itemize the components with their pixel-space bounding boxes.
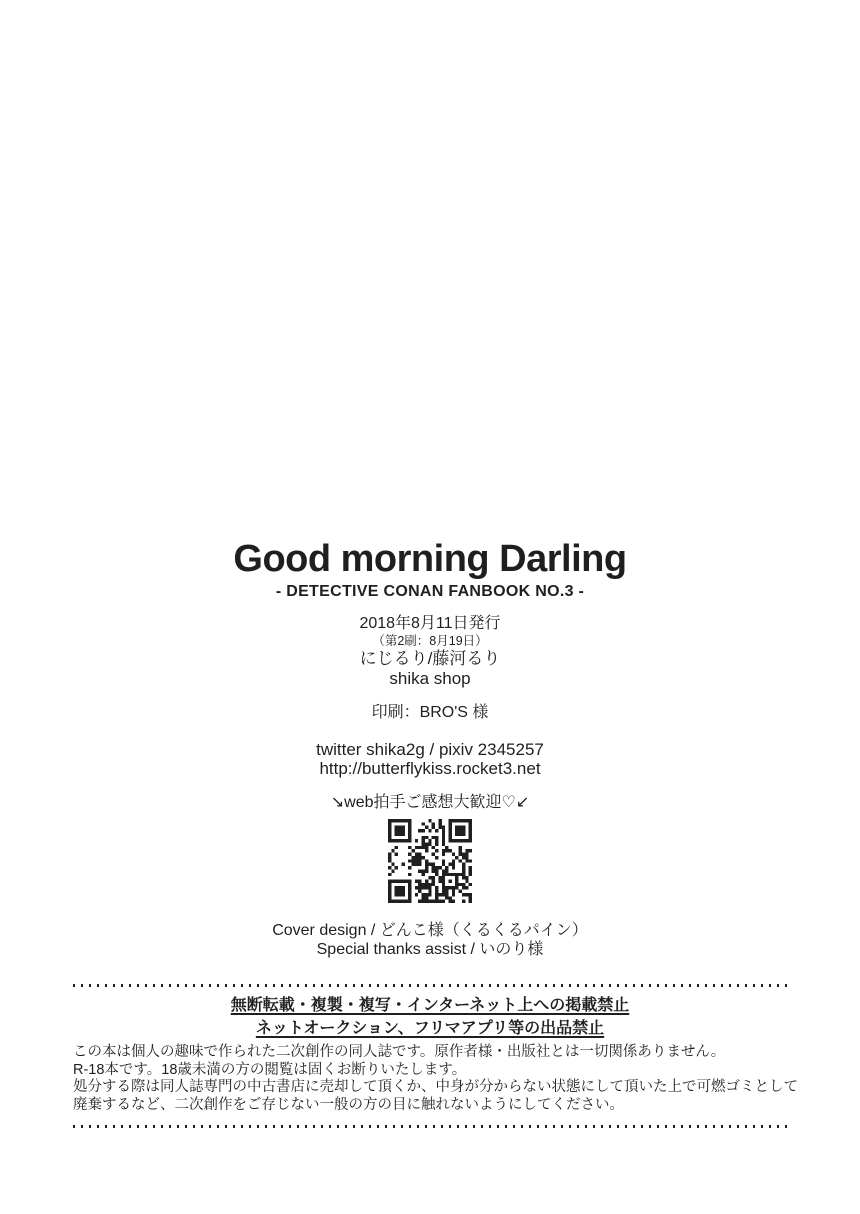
disclaimer-line-2: R-18本です。18歳未満の方の閲覧は固くお断りいたします。 xyxy=(73,1061,467,1078)
prohibition-line-2: ネットオークション、フリマアプリ等の出品禁止 xyxy=(255,1020,605,1037)
disclaimer-line-3: 処分する際は同人誌専門の中古書店に売却して頂くか、中身が分からない状態にして頂いた上で可燃ゴミとして xyxy=(73,1079,798,1095)
special-thanks-credit: Special thanks assist / いのり様 xyxy=(316,941,544,958)
publication-date: 2018年8月11日発行 xyxy=(359,615,501,632)
dotted-divider-bottom xyxy=(73,1125,787,1128)
disclaimer-line-4: 廃棄するなど、二次創作をご存じない一般の方の目に触れないようにしてください。 xyxy=(73,1096,624,1113)
website-url: http://butterflykiss.rocket3.net xyxy=(319,759,541,778)
qr-code xyxy=(0,819,860,903)
printer-credit: 印刷：BRO'S 様 xyxy=(371,704,489,721)
contact-info xyxy=(0,740,860,778)
web-clap-message: ↘web拍手ご感想大歓迎♡↙ xyxy=(330,794,530,811)
author-name: にじるり/藤河るり xyxy=(359,649,501,668)
book-subtitle: - DETECTIVE CONAN FANBOOK NO.3 - xyxy=(275,583,585,600)
prohibition-notice xyxy=(0,994,860,1040)
credits xyxy=(0,921,860,959)
social-accounts: twitter shika2g / pixiv 2345257 xyxy=(316,740,544,759)
cover-design-credit: Cover design / どんこ様（くるくるパイン） xyxy=(272,922,588,939)
circle-name: shika shop xyxy=(389,669,471,688)
reprint-date: （第2刷：8月19日） xyxy=(372,634,488,648)
dotted-divider-top xyxy=(73,984,787,987)
prohibition-line-1: 無断転載・複製・複写・インターネット上への掲載禁止 xyxy=(230,997,630,1014)
disclaimer-line-1: この本は個人の趣味で作られた二次創作の同人誌です。原作者様・出版社とは一切関係ありません。 xyxy=(73,1044,726,1060)
disclaimer xyxy=(73,1044,798,1114)
publication-info xyxy=(0,614,860,689)
book-title: Good morning Darling xyxy=(233,538,627,580)
